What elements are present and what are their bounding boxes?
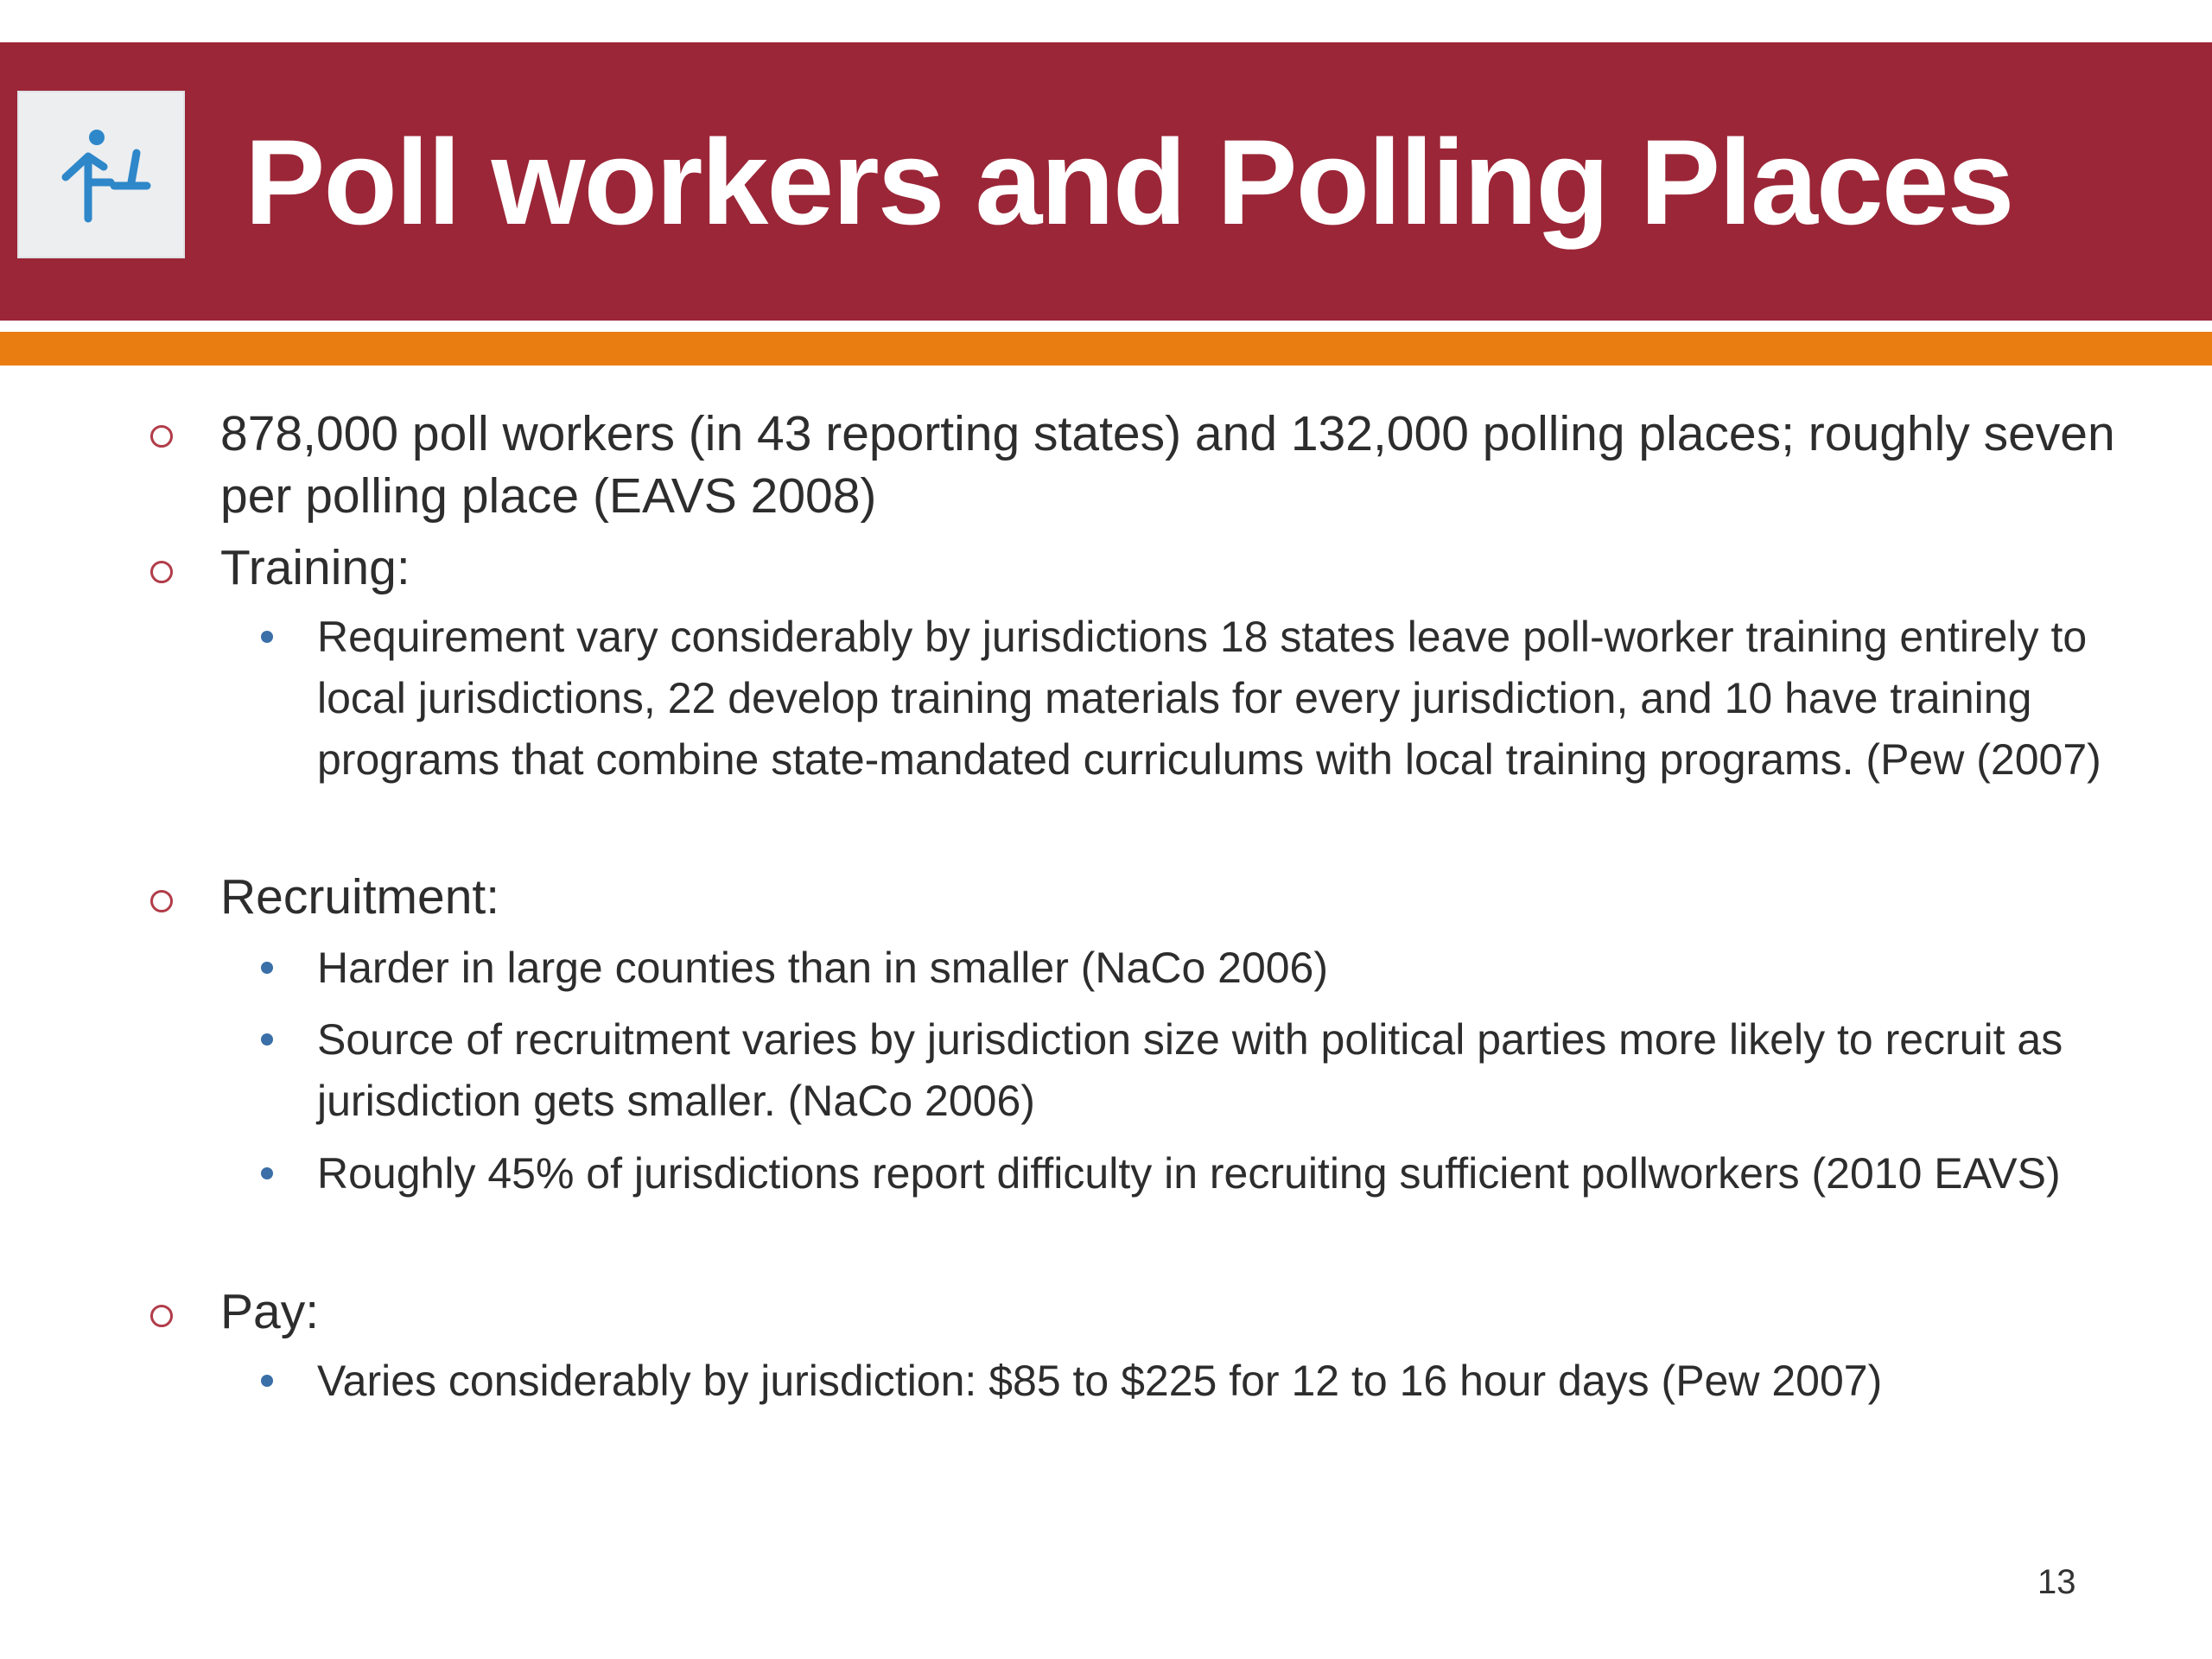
page-number: 13 [2037,1563,2076,1601]
bullet-text: Recruitment: [220,869,500,925]
sub-bullet-dot [261,962,273,974]
sub-bullet-text: Varies considerably by jurisdiction: $85 to $225 for 12 to 16 hour days (Pew 2007) [317,1357,1883,1405]
sub-bullet-dot [261,1167,273,1179]
accent-bar [0,332,2212,365]
sub-bullet-text: Harder in large counties than in smaller (NaCo 2006) [317,944,1329,992]
bullet-text: Training: [220,540,410,595]
slide-title: Poll workers and Polling Places [245,114,2013,250]
bullet-text: Pay: [220,1284,320,1339]
sub-bullet-text: Source of recruitment varies by jurisdiction size with political parties more likely to recruit as jurisdiction gets smaller. (NaCo 2006) [317,1015,2063,1125]
bullet-marker [149,1303,175,1329]
title-icon-box [17,91,185,258]
bullet-marker [149,559,175,585]
sub-bullet-text: Roughly 45% of jurisdictions report difficulty in recruiting sufficient pollworkers (2010 EAVS) [317,1149,2061,1198]
sub-bullet-dot [261,1375,273,1387]
bullet-text: 878,000 poll workers (in 43 reporting states) and 132,000 polling places; roughly seven per polling place (EAVS 2008) [220,406,2115,524]
bullet-marker [149,423,175,449]
sub-bullet-dot [261,1033,273,1046]
sub-bullet-dot [261,631,273,643]
sub-bullet-text: Requirement vary considerably by jurisdictions 18 states leave poll-worker training entirely to local jurisdictions, 22 develop training materials for every jurisdiction, and 10 have training programs that combine state-mandated curriculums with local training programs. (Pew (2007) [317,613,2101,784]
person-at-desk-icon [54,125,154,226]
bullet-marker [149,888,175,914]
